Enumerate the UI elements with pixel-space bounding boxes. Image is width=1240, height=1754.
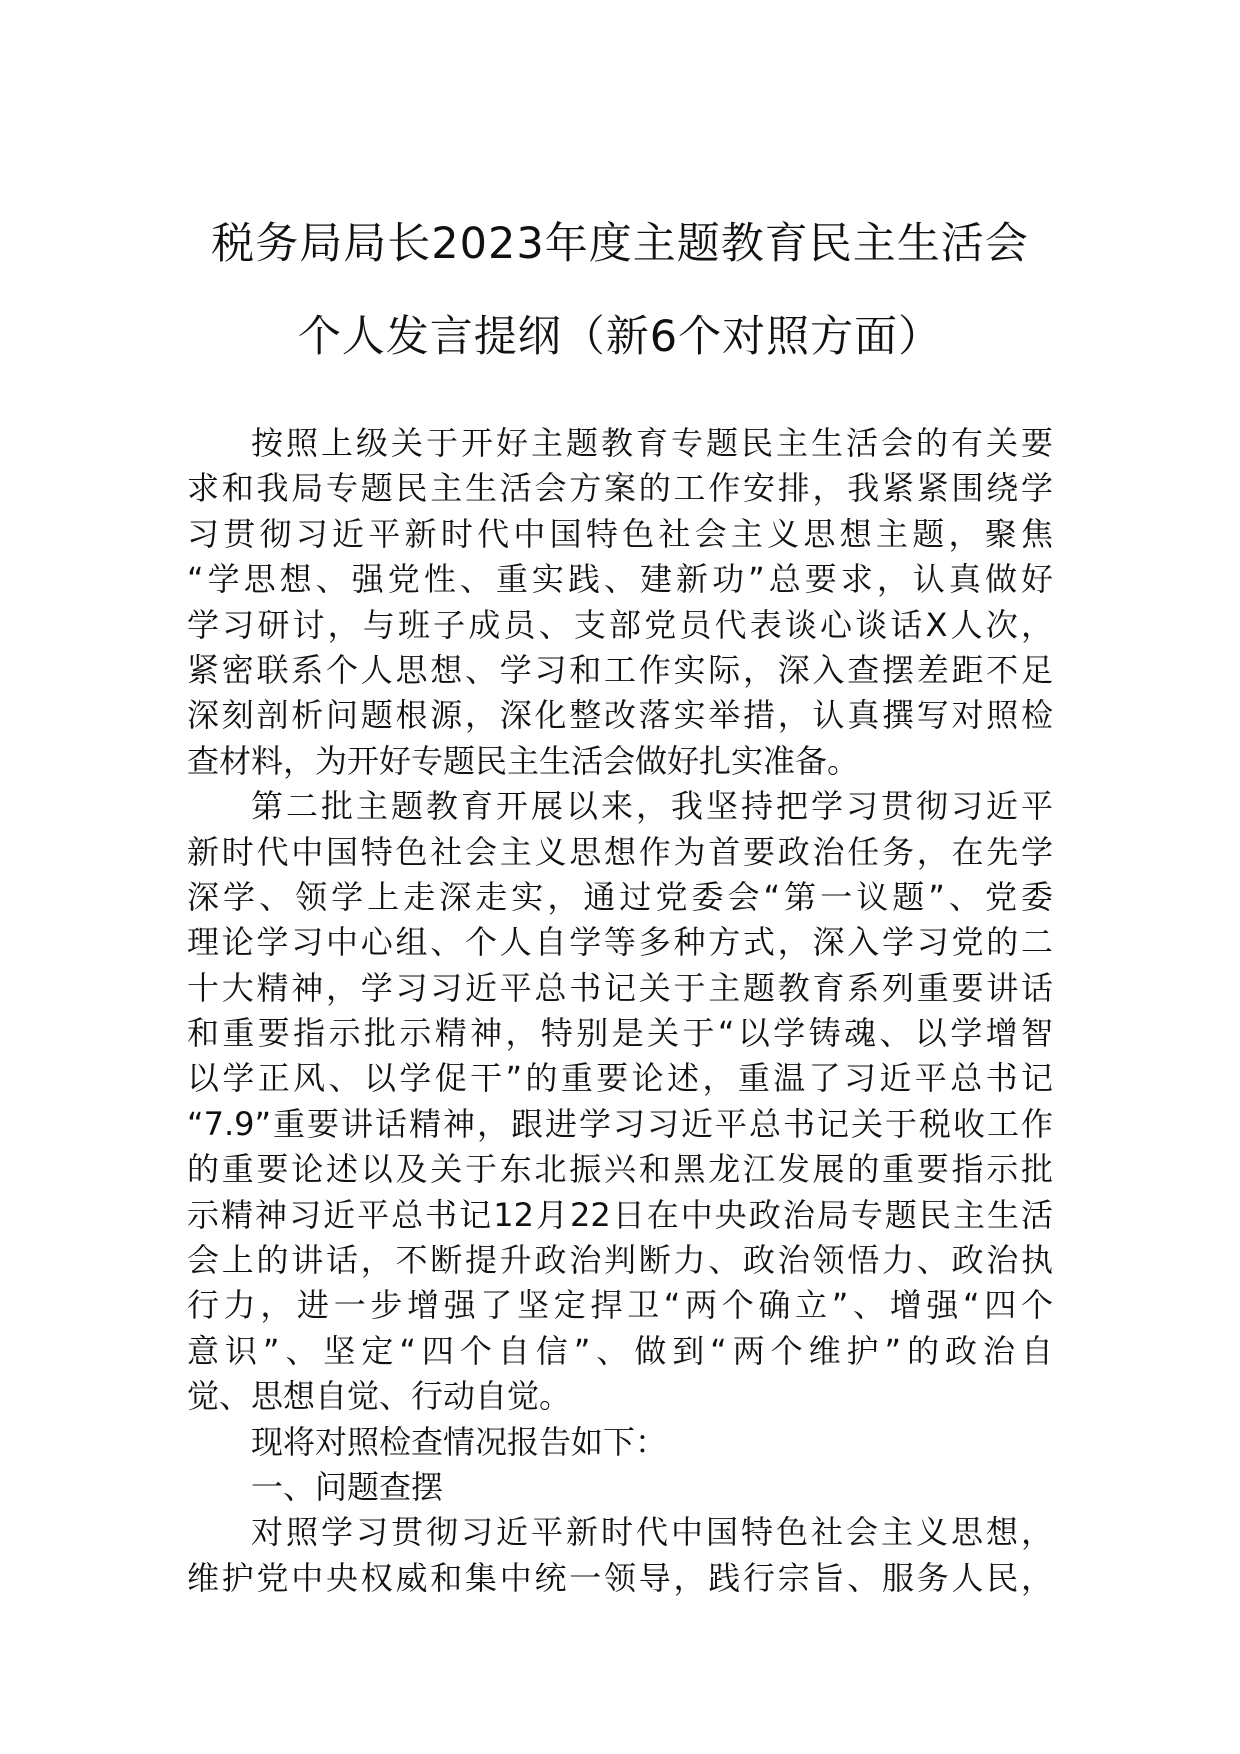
paragraph-2-line-9: 的重要论述以及关于东北振兴和黑龙江发展的重要指示批 xyxy=(187,1150,1053,1189)
paragraph-2-line-1: 第二批主题教育开展以来，我坚持把学习贯彻习近平 xyxy=(251,787,1053,826)
paragraph-1-line-8: 查材料，为开好专题民主生活会做好扎实准备。 xyxy=(187,741,860,780)
paragraph-1-line-6: 紧密联系个人思想、学习和工作实际，深入查摆差距不足 xyxy=(187,650,1053,689)
paragraph-2-line-3: 深学、领学上走深走实，通过党委会“第一议题”、党委 xyxy=(187,877,1053,916)
paragraph-1-line-5: 学习研讨，与班子成员、支部党员代表谈心谈话X人次， xyxy=(187,605,1053,644)
paragraph-2-line-11: 会上的讲话，不断提升政治判断力、政治领悟力、政治执 xyxy=(187,1241,1053,1280)
paragraph-2-line-8: “7.9”重要讲话精神，跟进学习习近平总书记关于税收工作 xyxy=(187,1104,1053,1143)
paragraph-2-line-7: 以学正风、以学促干”的重要论述，重温了习近平总书记 xyxy=(187,1059,1053,1098)
paragraph-2-line-5: 十大精神，学习习近平总书记关于主题教育系列重要讲话 xyxy=(187,968,1053,1007)
paragraph-4-line-2: 维护党中央权威和集中统一领导，践行宗旨、服务人民， xyxy=(187,1558,1053,1597)
paragraph-1-line-1: 按照上级关于开好主题教育专题民主生活会的有关要 xyxy=(251,424,1053,462)
paragraph-2-line-2: 新时代中国特色社会主义思想作为首要政治任务，在先学 xyxy=(187,832,1053,871)
section-heading-1: 一、问题查摆 xyxy=(251,1467,444,1506)
paragraph-4-line-1: 对照学习贯彻习近平新时代中国特色社会主义思想， xyxy=(251,1513,1053,1552)
document-title-line-2: 个人发言提纲（新6个对照方面） xyxy=(297,312,943,362)
paragraph-2-line-13: 意识”、坚定“四个自信”、做到“两个维护”的政治自 xyxy=(187,1331,1053,1370)
paragraph-1-line-4: “学思想、强党性、重实践、建新功”总要求，认真做好 xyxy=(187,560,1053,599)
paragraph-2-line-10: 示精神习近平总书记12月22日在中央政治局专题民主生活 xyxy=(187,1195,1053,1234)
paragraph-2-line-4: 理论学习中心组、个人自学等多种方式，深入学习党的二 xyxy=(187,923,1053,962)
document-body xyxy=(187,421,1053,1601)
paragraph-3: 现将对照检查情况报告如下： xyxy=(251,1422,668,1461)
paragraph-2-line-14: 觉、思想自觉、行动自觉。 xyxy=(187,1377,572,1416)
paragraph-1-line-7: 深刻剖析问题根源，深化整改落实举措，认真撰写对照检 xyxy=(187,696,1053,735)
paragraph-1-line-2: 求和我局专题民主生活会方案的工作安排，我紧紧围绕学 xyxy=(187,469,1053,508)
paragraph-2-line-12: 行力，进一步增强了坚定捍卫“两个确立”、增强“四个 xyxy=(187,1286,1053,1325)
paragraph-2-line-6: 和重要指示批示精神，特别是关于“以学铸魂、以学增智 xyxy=(187,1014,1053,1053)
paragraph-1-line-3: 习贯彻习近平新时代中国特色社会主义思想主题，聚焦 xyxy=(187,514,1053,553)
document-title-line-1: 税务局局长2023年度主题教育民主生活会 xyxy=(211,219,1029,269)
